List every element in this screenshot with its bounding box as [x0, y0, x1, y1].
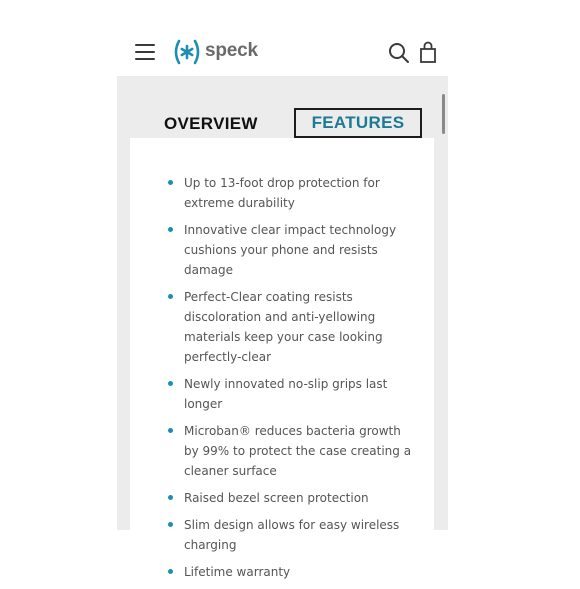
feature-item	[168, 173, 413, 213]
tab-bar	[117, 108, 448, 140]
feature-item	[168, 287, 413, 367]
feature-text: Lifetime warranty	[184, 565, 291, 579]
feature-item	[168, 515, 413, 555]
feature-item	[168, 374, 413, 414]
bullet-icon	[168, 381, 173, 386]
site-header	[117, 28, 448, 76]
tab-overview[interactable]: OVERVIEW	[164, 114, 258, 133]
shopping-bag-icon[interactable]	[417, 40, 439, 64]
speck-logo[interactable]	[172, 38, 258, 66]
product-details-section	[117, 76, 448, 579]
feature-text: Perfect-Clear coating resists discoloration and anti-yellowing materials keep your case looking perfectly-clear	[184, 290, 383, 364]
feature-text: Innovative clear impact technology cushions your phone and resists damage	[184, 223, 397, 277]
feature-item	[168, 421, 413, 481]
tab-features-label: FEATURES	[311, 113, 405, 132]
bullet-icon	[168, 180, 173, 185]
feature-text: Microban® reduces bacteria growth by 99% to protect the case creating a cleaner surface	[184, 424, 412, 478]
hamburger-menu-icon[interactable]	[135, 44, 155, 60]
speck-logo-mark-icon	[172, 39, 202, 65]
features-panel	[130, 138, 434, 579]
bullet-icon	[168, 569, 173, 574]
brand-name: speck	[205, 39, 258, 61]
bullet-icon	[168, 428, 173, 433]
feature-text: Newly innovated no-slip grips last longer	[184, 377, 388, 411]
search-icon[interactable]	[388, 42, 410, 64]
bullet-icon	[168, 495, 173, 500]
bullet-icon	[168, 227, 173, 232]
feature-text: Slim design allows for easy wireless charging	[184, 518, 400, 552]
tab-features[interactable]	[294, 108, 422, 138]
bullet-icon	[168, 294, 173, 299]
feature-text: Up to 13-foot drop protection for extreme durability	[184, 176, 380, 210]
feature-text: Raised bezel screen protection	[184, 491, 369, 505]
bullet-icon	[168, 522, 173, 527]
feature-item	[168, 220, 413, 280]
feature-item	[168, 488, 413, 508]
features-list	[168, 173, 413, 589]
feature-item	[168, 562, 413, 582]
